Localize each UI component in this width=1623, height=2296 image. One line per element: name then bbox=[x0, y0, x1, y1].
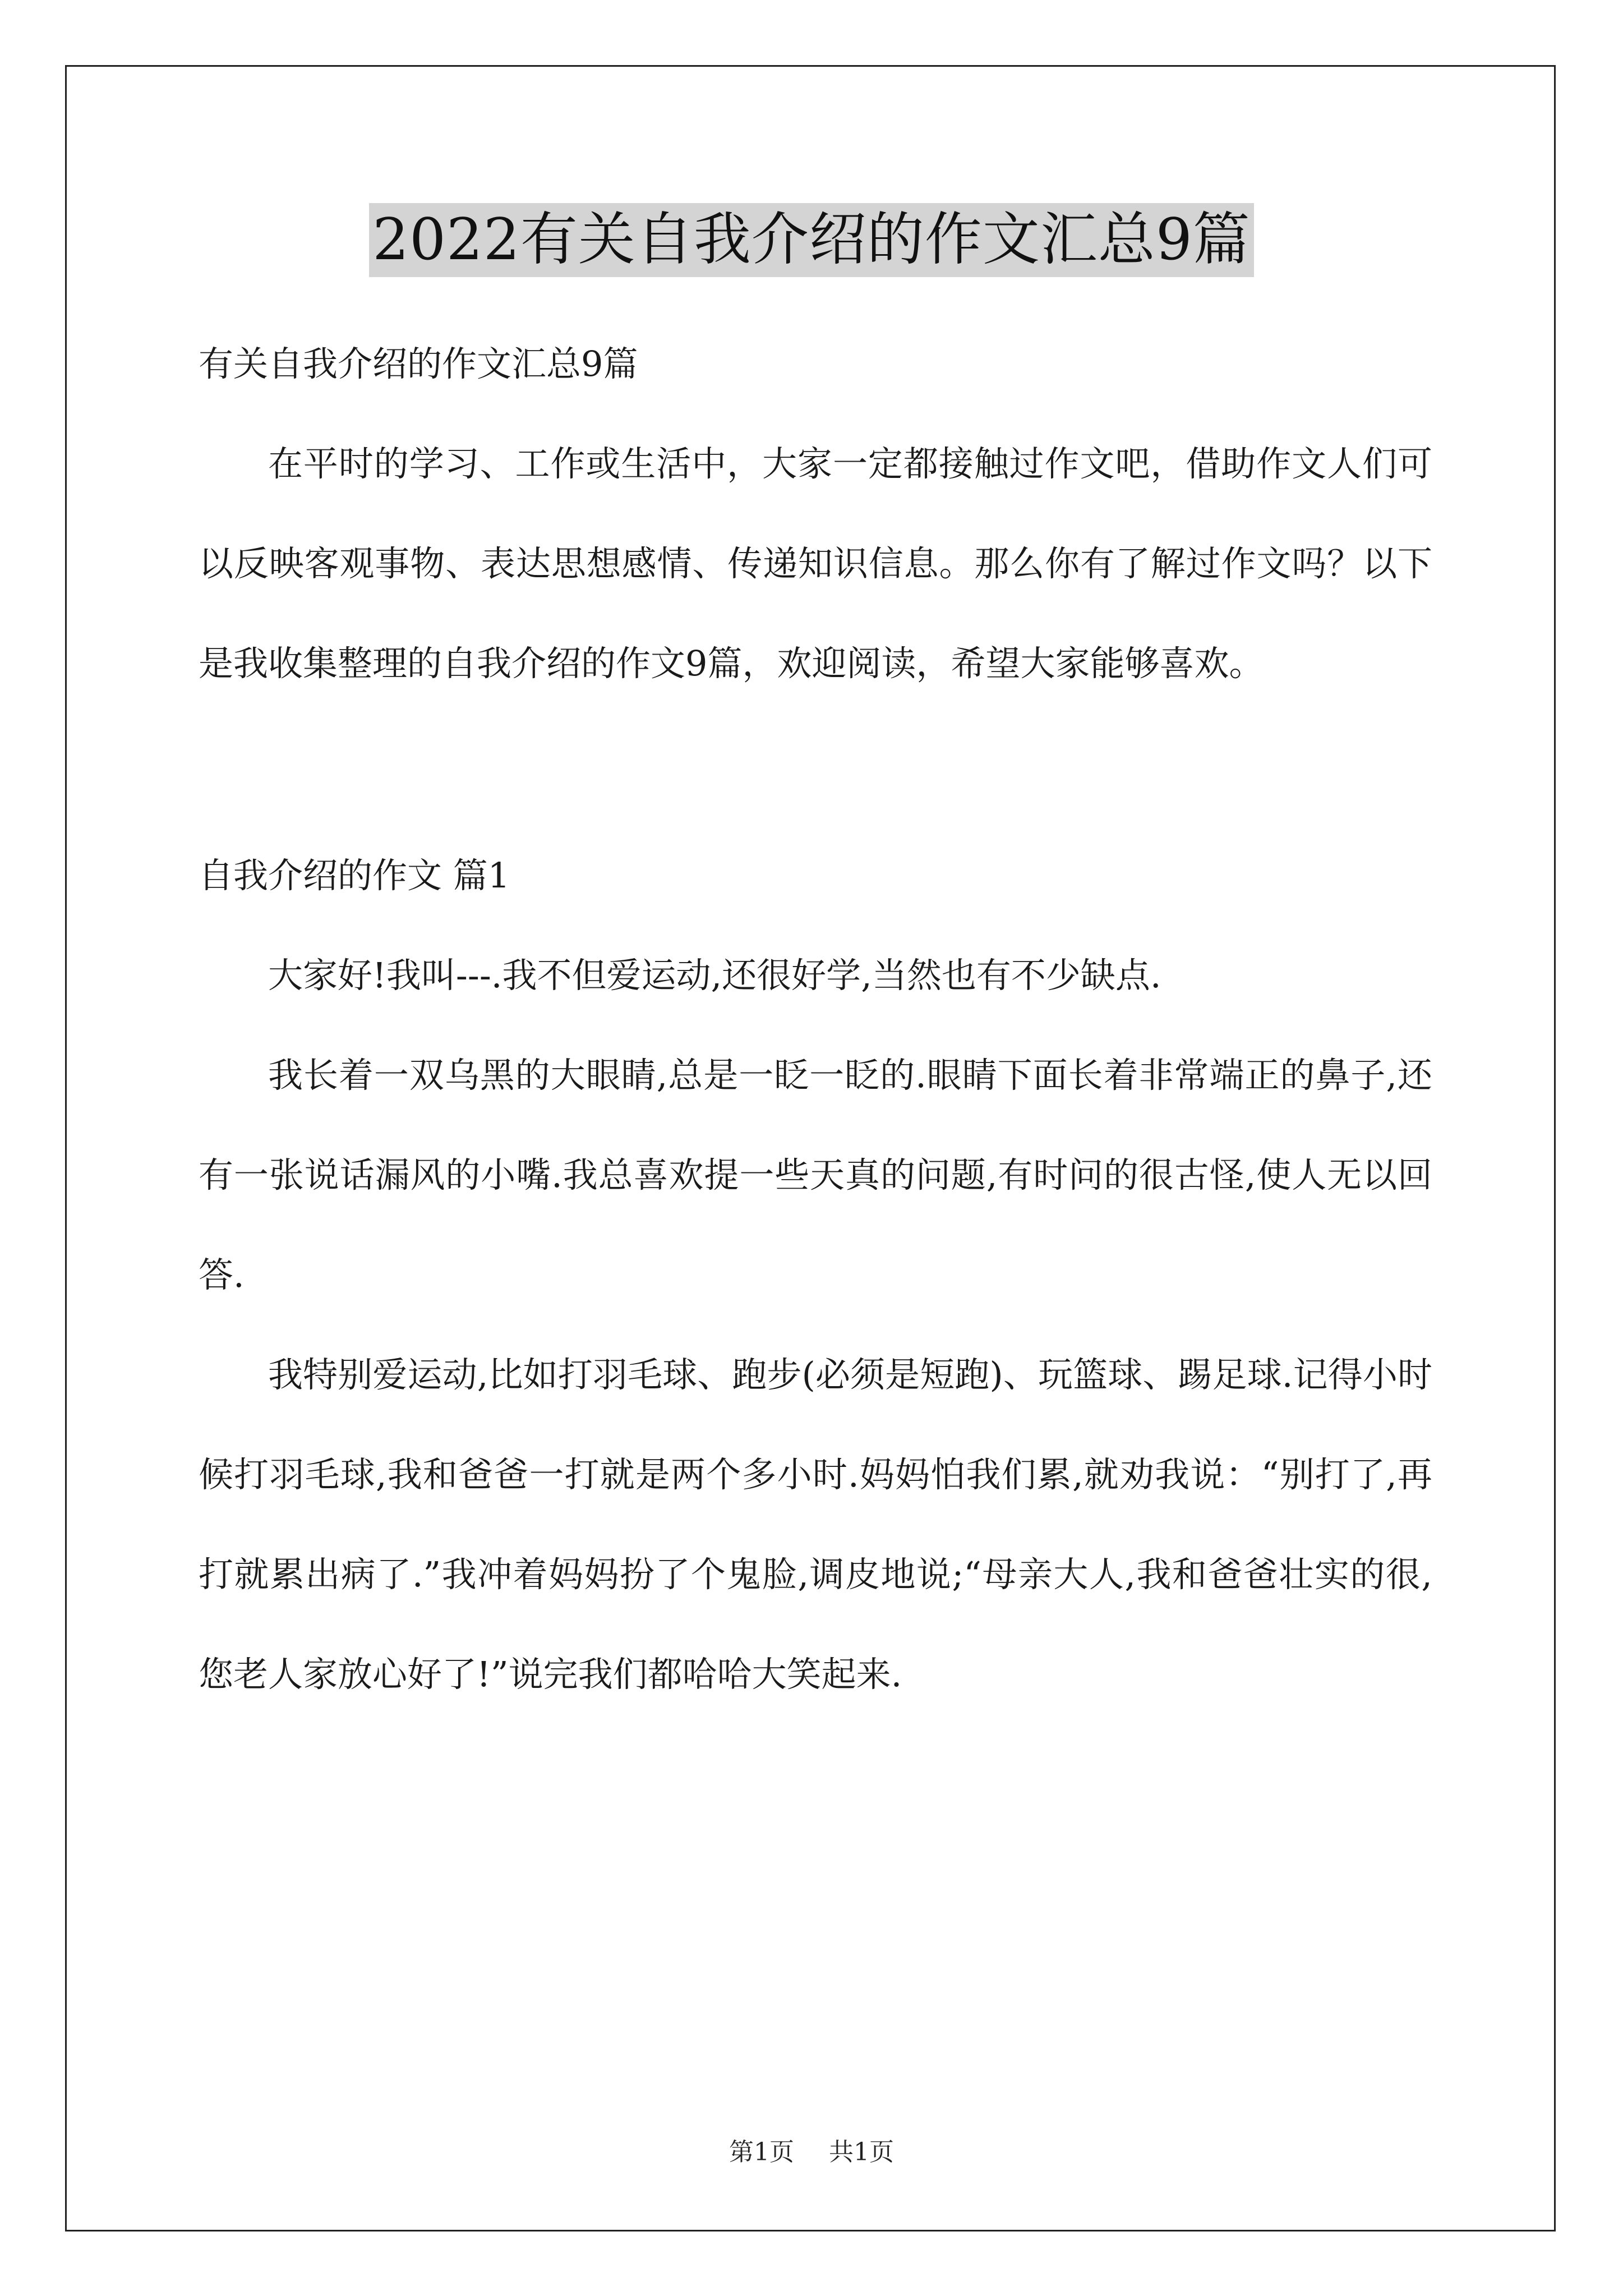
document-subtitle: 有关自我介绍的作文汇总9篇 bbox=[199, 343, 638, 384]
section-spacer bbox=[199, 714, 1432, 826]
body-paragraph: 我长着一双乌黑的大眼睛,总是一眨一眨的.眼睛下面长着非常端正的鼻子,还有一张说话漏风的小嘴.我总喜欢提一些天真的问题,有时问的很古怪,使人无以回答. bbox=[199, 1055, 1432, 1295]
page-total: 共1页 bbox=[829, 2138, 894, 2166]
document-body bbox=[199, 314, 1432, 1724]
page-number: 第1页 bbox=[729, 2138, 794, 2166]
intro-paragraph: 在平时的学习、工作或生活中，大家一定都接触过作文吧，借助作文人们可以反映客观事物、表达思想感情、传递知识信息。那么你有了解过作文吗？以下是我收集整理的自我介绍的作文9篇，欢迎阅读，希望大家能够喜欢。 bbox=[199, 443, 1432, 684]
body-paragraph: 我特别爱运动,比如打羽毛球、跑步(必须是短跑)、玩篮球、踢足球.记得小时候打羽毛球,我和爸爸一打就是两个多小时.妈妈怕我们累,就劝我说：“别打了,再打就累出病了.”我冲着妈妈扮了个鬼脸,调皮地说;“母亲大人,我和爸爸壮实的很,您老人家放心好了!”说完我们都哈哈大笑起来. bbox=[199, 1354, 1432, 1695]
title-container bbox=[0, 203, 1623, 277]
section-heading: 自我介绍的作文 篇1 bbox=[199, 855, 510, 896]
document-title: 2022有关自我介绍的作文汇总9篇 bbox=[369, 203, 1253, 277]
body-paragraph: 大家好!我叫---.我不但爱运动,还很好学,当然也有不少缺点. bbox=[268, 955, 1161, 996]
page-footer bbox=[0, 2132, 1623, 2168]
